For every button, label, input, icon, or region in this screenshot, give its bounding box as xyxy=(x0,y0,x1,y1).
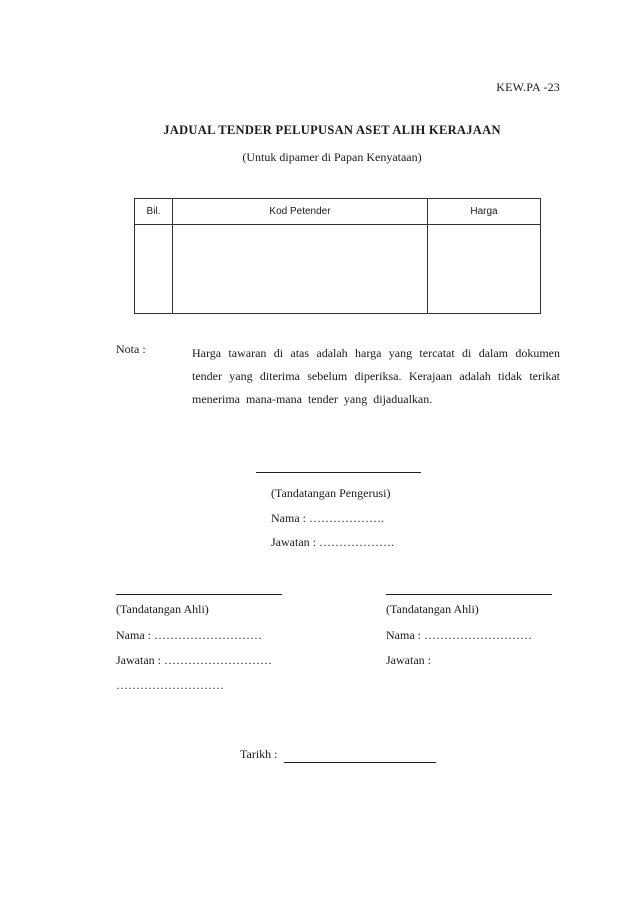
table-row xyxy=(135,225,541,314)
cell-kod-petender[interactable] xyxy=(173,225,428,314)
ahli-right-jawatan-field[interactable]: Jawatan : xyxy=(386,653,431,667)
ahli-left-signature-line[interactable] xyxy=(116,594,282,595)
pengerusi-jawatan-field[interactable]: Jawatan : ………………. xyxy=(271,535,394,549)
ahli-left-jawatan-continuation[interactable]: ……………………… xyxy=(116,678,224,692)
form-reference: KEW.PA -23 xyxy=(496,80,560,94)
ahli-left-signature-caption: (Tandatangan Ahli) xyxy=(116,602,209,616)
ahli-left-jawatan-field[interactable]: Jawatan : ……………………… xyxy=(116,653,272,667)
ahli-left-nama-field[interactable]: Nama : ……………………… xyxy=(116,628,262,642)
ahli-right-signature-line[interactable] xyxy=(386,594,552,595)
column-header-kod-petender: Kod Petender xyxy=(173,199,428,225)
nota-label: Nota : xyxy=(116,342,146,356)
pengerusi-signature-caption: (Tandatangan Pengerusi) xyxy=(271,486,391,500)
table-header-row xyxy=(135,199,541,225)
document-title: JADUAL TENDER PELUPUSAN ASET ALIH KERAJAAN xyxy=(163,123,501,137)
pengerusi-nama-field[interactable]: Nama : ………………. xyxy=(271,511,384,525)
ahli-right-nama-field[interactable]: Nama : ……………………… xyxy=(386,628,532,642)
tender-table xyxy=(134,198,541,314)
cell-harga[interactable] xyxy=(428,225,541,314)
column-header-harga: Harga xyxy=(428,199,541,225)
tarikh-label: Tarikh : xyxy=(240,747,278,761)
column-header-bil: Bil. xyxy=(135,199,173,225)
cell-bil[interactable] xyxy=(135,225,173,314)
tarikh-line[interactable] xyxy=(284,762,436,763)
pengerusi-signature-line[interactable] xyxy=(256,472,421,473)
document-subtitle: (Untuk dipamer di Papan Kenyataan) xyxy=(242,150,422,164)
ahli-right-signature-caption: (Tandatangan Ahli) xyxy=(386,602,479,616)
nota-text: Harga tawaran di atas adalah harga yang tercatat di dalam dokumen tender yang diterima sebelum diperiksa. Kerajaan adalah tidak terikat menerima mana-mana tender yang dijadualkan. xyxy=(192,346,560,406)
